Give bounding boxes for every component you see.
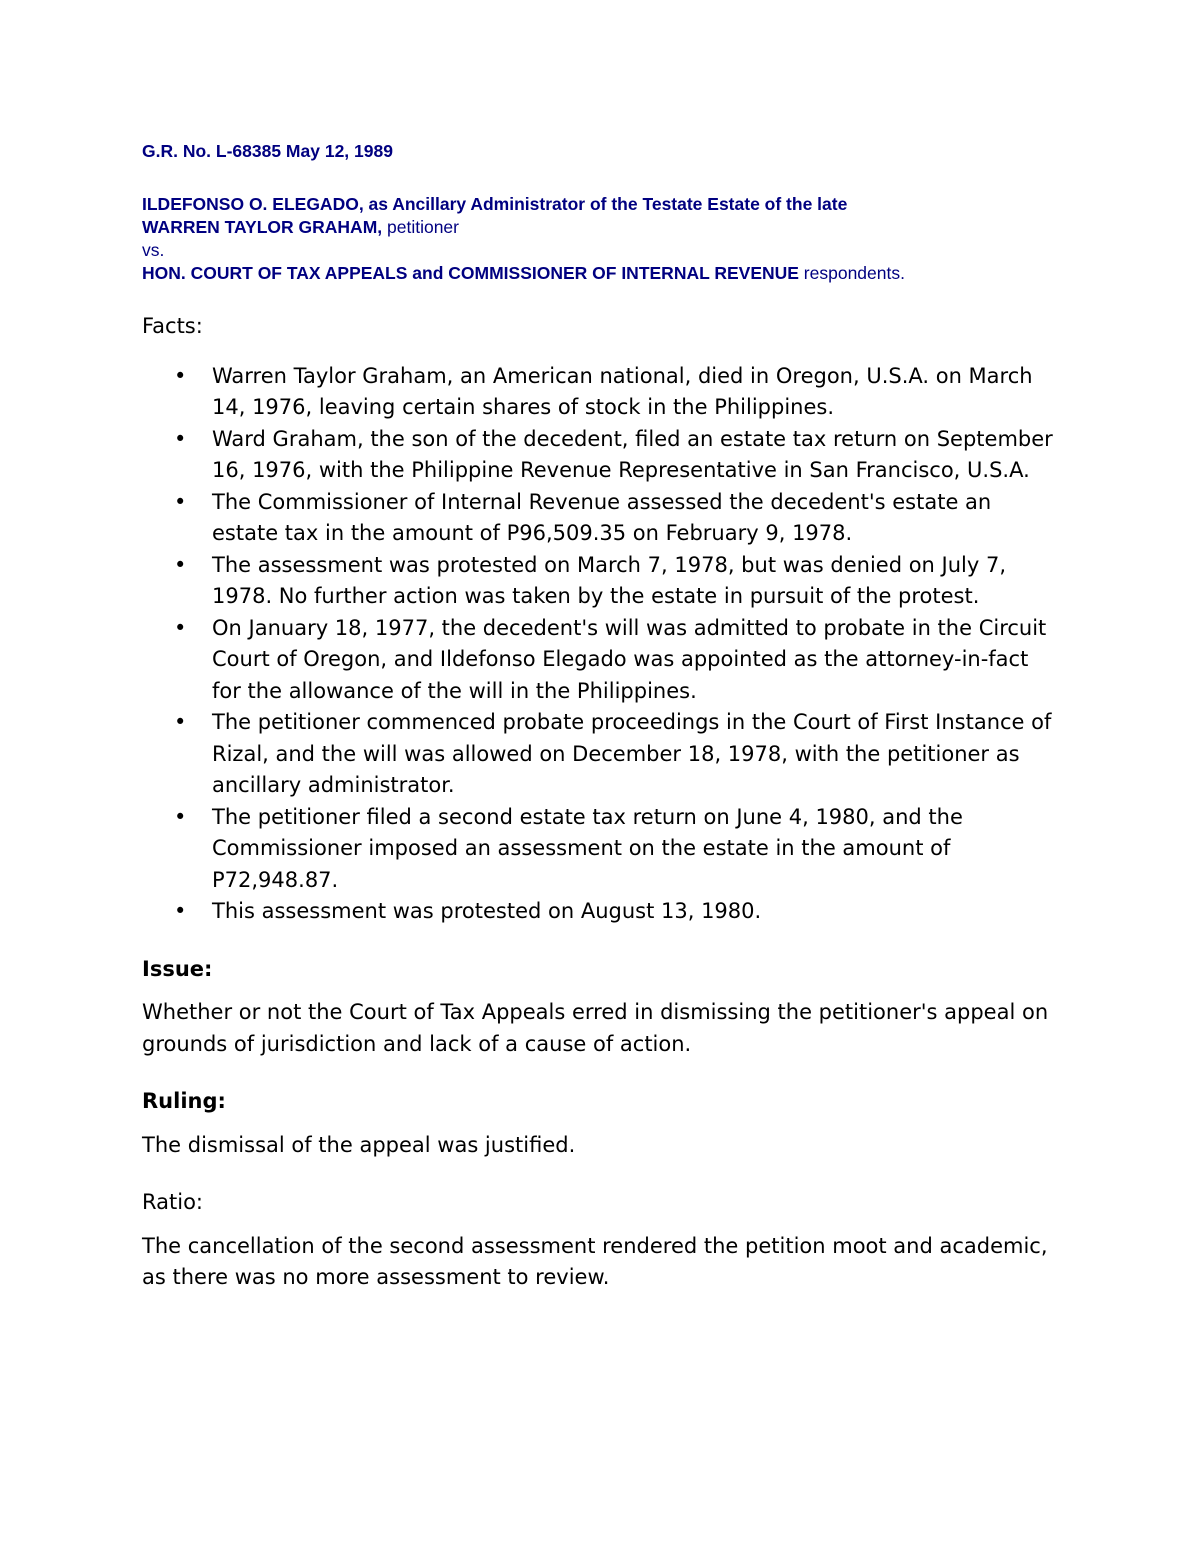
fact-text: The assessment was protested on March 7, 1978, but was denied on July 7, 1978. No further action was taken by the estate in pursuit of the protest. — [212, 552, 1007, 608]
list-item — [142, 802, 1062, 897]
list-item — [142, 613, 1062, 708]
bullet-icon: • — [174, 710, 187, 734]
list-item — [142, 361, 1062, 424]
list-item — [142, 424, 1062, 487]
ratio-heading: Ratio: — [142, 1190, 203, 1214]
fact-text: On January 18, 1977, the decedent's will was admitted to probate in the Circuit Court of Oregon, and Ildefonso Elegado was appointed as the attorney-in-fact for the allowance of the will in the Philippines. — [212, 615, 1047, 703]
issue-text: Whether or not the Court of Tax Appeals erred in dismissing the petitioner's appeal on grounds of jurisdiction and lack of a cause of action. — [142, 1000, 1049, 1056]
list-item — [142, 550, 1062, 613]
facts-list — [142, 361, 1062, 928]
ratio-text: The cancellation of the second assessment rendered the petition moot and academic, as there was no more assessment to review. — [142, 1233, 1048, 1289]
versus-label: vs. — [142, 240, 165, 260]
petitioner-role: petitioner — [382, 217, 459, 237]
petitioner-name: WARREN TAYLOR GRAHAM, — [142, 217, 383, 237]
respondents-line — [142, 262, 1062, 285]
bullet-icon: • — [174, 363, 187, 388]
case-header — [142, 140, 1062, 285]
respondents-names: HON. COURT OF TAX APPEALS and COMMISSIONER OF INTERNAL REVENUE — [142, 263, 799, 283]
bullet-icon: • — [174, 489, 187, 514]
list-item — [142, 707, 1062, 802]
bullet-icon: • — [174, 899, 187, 923]
gr-number: G.R. No. L-68385 May 12, 1989 — [142, 141, 393, 161]
respondents-role: respondents. — [798, 263, 905, 283]
issue-heading: Issue: — [142, 956, 213, 981]
fact-text: The petitioner filed a second estate tax return on June 4, 1980, and the Commissioner imposed an assessment on the estate in the amount of P72,948.87. — [212, 804, 963, 892]
facts-heading: Facts: — [142, 314, 203, 338]
petitioner-line: ILDEFONSO O. ELEGADO, as Ancillary Administrator of the Testate Estate of the late — [142, 194, 848, 214]
bullet-icon: • — [174, 426, 187, 451]
fact-text: The Commissioner of Internal Revenue assessed the decedent's estate an estate tax in the amount of P96,509.35 on February 9, 1978. — [212, 489, 992, 545]
petitioner-name-line — [142, 216, 1062, 239]
ruling-heading: Ruling: — [142, 1089, 226, 1113]
list-item — [142, 487, 1062, 550]
fact-text: Warren Taylor Graham, an American national, died in Oregon, U.S.A. on March 14, 1976, leaving certain shares of stock in the Philippines. — [212, 363, 1033, 419]
ruling-text: The dismissal of the appeal was justified. — [142, 1132, 576, 1157]
list-item — [142, 896, 1062, 928]
fact-text: The petitioner commenced probate proceedings in the Court of First Instance of Rizal, and the will was allowed on December 18, 1978, with the petitioner as ancillary administrator. — [212, 710, 1052, 797]
bullet-icon: • — [174, 615, 187, 640]
bullet-icon: • — [174, 552, 187, 577]
fact-text: This assessment was protested on August 13, 1980. — [212, 899, 762, 923]
fact-text: Ward Graham, the son of the decedent, filed an estate tax return on September 16, 1976, with the Philippine Revenue Representative in San Francisco, U.S.A. — [212, 426, 1053, 482]
bullet-icon: • — [174, 804, 187, 829]
document-page — [142, 140, 1062, 1294]
